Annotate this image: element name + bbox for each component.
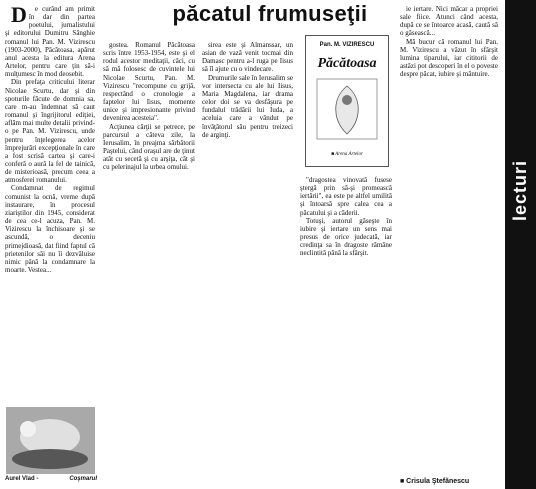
paragraph: D e curând am primit în dar din partea poetului, jurnalistului şi editorului Dumitru Sânghie romanul lui Pan. M. Vizirescu (1903-2000), Păcătoasa, apărut anul acesta la editura Arena Artelor, pentru care ţin să-i mulţumesc în mod deosebit. <box>5 5 95 79</box>
paragraph: Acţiunea cărţii se petrece, pe parcursul a câteva zile, la Ierusalim, în preajma sărbătorii Paştelui, când oraşul are de ţinut atât cu secetă şi cu arşiţa, cât şi cu pelerinajul la urbea omului. <box>103 122 195 172</box>
paragraph: Condamnat de regimul comunist la ocnă, vreme după instaurare, în procesul ziariştilor din 1945, considerat de cea ce-l acuza, Pan. M. Vizirescu la închisoare şi se ascundă, o deceniu primejdioasă, dat fiind faptul că prietenilor săi nu îi dezvăluise nimic până la condamnare la moarte. Vestea... <box>5 184 95 274</box>
photo-caption: Aurel Vlad - Coşmarul <box>5 476 97 482</box>
section-label: lecturi <box>510 159 530 221</box>
book-author: Pan. M. VIZIRESCU <box>319 42 375 48</box>
book-cover-art <box>316 78 378 140</box>
paragraph: Totuşi, autorul găseşte în iubire şi iertare un sens mai presus de orice judecată, iar credinţa sa în dragoste rămâne neclintită până la sfârşit. <box>300 216 392 258</box>
book-publisher: ■ Arena Artelor <box>331 152 363 157</box>
paragraph: sirea este şi Almanssar, un asian de vază venit tocmai din Damasc pentru a-l ruga pe Iisus să îl ajute cu o vindecare. <box>202 41 293 74</box>
book-title: Păcătoasa <box>317 56 377 71</box>
paragraph: ie iertare. Nici măcar a propriei sale fiice. Atunci când acesta, după ce se întoarce acasă, caută să o găsească... <box>400 5 498 38</box>
author-signature: ■ Crisula Ştefănescu <box>400 478 470 485</box>
paragraph: "dragostea vinovată fusese ştergă prin să-şi promească iertării", ea este pe altfel umilită şi întoarsă spre calea cea a păcatului şi a căderii. <box>300 176 392 217</box>
drop-cap: D <box>11 5 27 27</box>
paragraph: Drumurile sale în Ierusalim se vor intersecta cu ale lui Iisus, Maria Magdalena, iar drama celor doi se va desfăşura pe fundalul trădării lui Iuda, a aceluia care a vândut pe învăţătorul său pentru treizeci de arginţi. <box>202 73 293 139</box>
sculpture-photo <box>6 407 95 474</box>
text-column-2 <box>103 41 195 486</box>
article-title: păcatul frumuseţii <box>172 1 368 26</box>
text-column-5 <box>400 5 498 485</box>
paragraph: Din prefaţa criticului literar Nicolae Scurtu, dar şi din spoturile făcute de domnia sa, care m-au îndemnat să caut romanul şi îngrijitorul ediţiei, aflăm mai multe detalii privind-o pe Pan. M. Vizirescu, unde pentru înţelegerea acelor împrejurări excepţionale în care a fost scrisă cartea şi care-i conferă o aură la fel de tainică, de misterioasă, precum ceea a atmosferei romanului. <box>5 78 95 185</box>
text-column-3 <box>202 41 293 486</box>
paragraph: Mă bucur că romanul lui Pan. M. Vizirescu a văzut în sfârşit lumina tiparului, iar cititorii de astăzi pot descoperi în el o poveste despre păcat, iubire şi mântuire. <box>400 37 498 79</box>
text-column-4 <box>300 176 392 486</box>
text-column-1 <box>5 5 95 405</box>
paragraph: gostea. Romanul Păcătoasa scris între 1953-1954, este şi el rodul acestor meditaţii, căci, cu să mă folosesc de cuvintele lui Nicolae Scurtu, Pan. M. Vizirescu "recompune cu grijă, respectând o cronologie a faptelor lui Iisus, momente unice şi impresionante privind devenirea acesteia". <box>103 41 195 123</box>
section-band <box>505 0 536 489</box>
book-cover <box>305 35 389 167</box>
